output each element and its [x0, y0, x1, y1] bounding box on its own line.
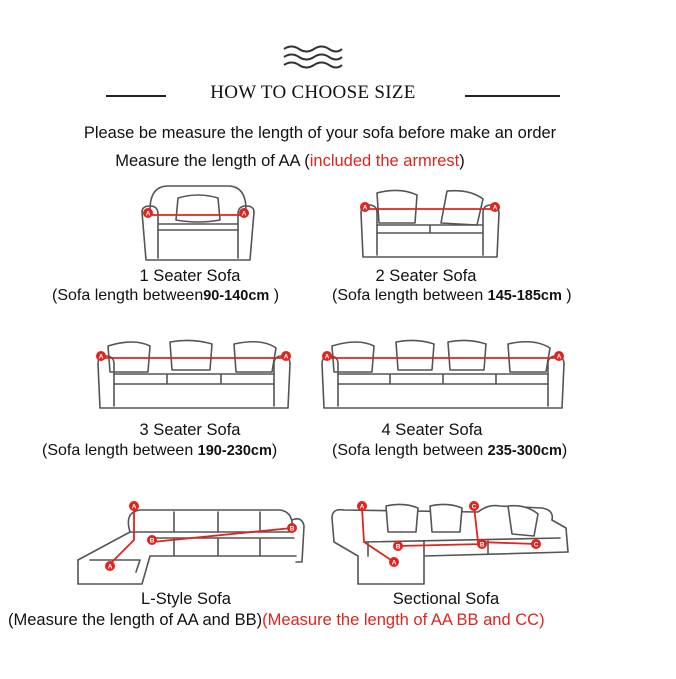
- waves-ornament-icon: [282, 44, 344, 70]
- sectional-sofa-illustration: [328, 498, 572, 590]
- intro-line-2-highlight: included the armrest: [309, 152, 460, 170]
- marker-a-right: [554, 351, 564, 361]
- svg-text:A: A: [98, 353, 104, 361]
- page-title: HOW TO CHOOSE SIZE: [210, 82, 416, 103]
- sectional-measure-note: (Measure the length of AA BB and CC): [262, 611, 545, 629]
- one-seater-label: 1 Seater Sofa: [139, 267, 241, 285]
- svg-text:C: C: [533, 541, 539, 549]
- marker-b-right: [477, 539, 487, 549]
- two-seater-range: [332, 287, 572, 305]
- marker-a-left: [360, 202, 370, 212]
- marker-a-right: [490, 202, 500, 212]
- marker-a-left: [143, 208, 153, 218]
- three-seater-range-prefix: (Sofa length between: [42, 442, 198, 459]
- intro-line-1: Please be measure the length of your sofa before make an order: [83, 124, 557, 142]
- two-seater-sofa-illustration: [355, 183, 505, 263]
- marker-a-left: [322, 351, 332, 361]
- four-seater-range-suffix: ): [561, 442, 568, 459]
- two-seater-label: 2 Seater Sofa: [375, 267, 477, 285]
- svg-text:A: A: [241, 210, 247, 218]
- svg-text:B: B: [149, 537, 155, 545]
- svg-text:B: B: [289, 525, 295, 533]
- l-style-sofa-illustration: [70, 498, 310, 588]
- marker-a-bottom: [389, 557, 399, 567]
- marker-b-right: [287, 523, 297, 533]
- svg-text:A: A: [362, 204, 368, 212]
- svg-text:A: A: [107, 563, 113, 571]
- three-seater-range-value: 190-230cm: [197, 443, 272, 459]
- l-style-label: L-Style Sofa: [141, 590, 231, 608]
- intro-line-2-suffix: ): [459, 152, 465, 170]
- marker-a-left: [96, 351, 106, 361]
- four-seater-range-value: 235-300cm: [487, 443, 562, 459]
- two-seater-range-prefix: (Sofa length between: [332, 287, 488, 304]
- marker-b-left: [393, 541, 403, 551]
- marker-c-top: [469, 501, 479, 511]
- intro-line-2: [0, 152, 580, 171]
- one-seater-range: [52, 287, 279, 305]
- svg-text:B: B: [479, 541, 485, 549]
- one-seater-range-value: 90-140cm: [203, 288, 270, 304]
- three-seater-label: 3 Seater Sofa: [139, 421, 241, 439]
- four-seater-range: [332, 442, 567, 460]
- marker-b-left: [147, 535, 157, 545]
- svg-text:A: A: [492, 204, 498, 212]
- marker-a-bottom: [105, 561, 115, 571]
- marker-c-right: [531, 539, 541, 549]
- one-seater-sofa-illustration: [138, 182, 258, 262]
- marker-a-top: [357, 501, 367, 511]
- title-divider-left: [106, 95, 166, 97]
- title-divider-right: [465, 95, 560, 97]
- marker-a-top: [129, 501, 139, 511]
- svg-text:A: A: [324, 353, 330, 361]
- svg-text:A: A: [359, 503, 365, 511]
- one-seater-range-prefix: (Sofa length between: [52, 287, 204, 304]
- svg-text:A: A: [131, 503, 137, 511]
- svg-text:A: A: [145, 210, 151, 218]
- two-seater-range-value: 145-185cm: [487, 288, 562, 304]
- two-seater-range-suffix: ): [566, 287, 572, 304]
- marker-a-right: [281, 351, 291, 361]
- l-style-measure-note: (Measure the length of AA and BB): [8, 611, 263, 629]
- marker-a-right: [239, 208, 249, 218]
- four-seater-range-prefix: (Sofa length between: [332, 442, 488, 459]
- svg-text:B: B: [395, 543, 401, 551]
- four-seater-sofa-illustration: [318, 334, 568, 414]
- sectional-label: Sectional Sofa: [392, 590, 500, 608]
- intro-line-2-prefix: Measure the length of AA (: [115, 152, 310, 170]
- svg-text:A: A: [556, 353, 562, 361]
- svg-text:A: A: [391, 559, 397, 567]
- three-seater-range: [42, 442, 277, 460]
- svg-text:A: A: [283, 353, 289, 361]
- svg-text:C: C: [471, 503, 477, 511]
- one-seater-range-suffix: ): [273, 287, 280, 304]
- three-seater-range-suffix: ): [271, 442, 278, 459]
- four-seater-label: 4 Seater Sofa: [381, 421, 483, 439]
- three-seater-sofa-illustration: [94, 334, 294, 414]
- measure-notes: [8, 611, 545, 630]
